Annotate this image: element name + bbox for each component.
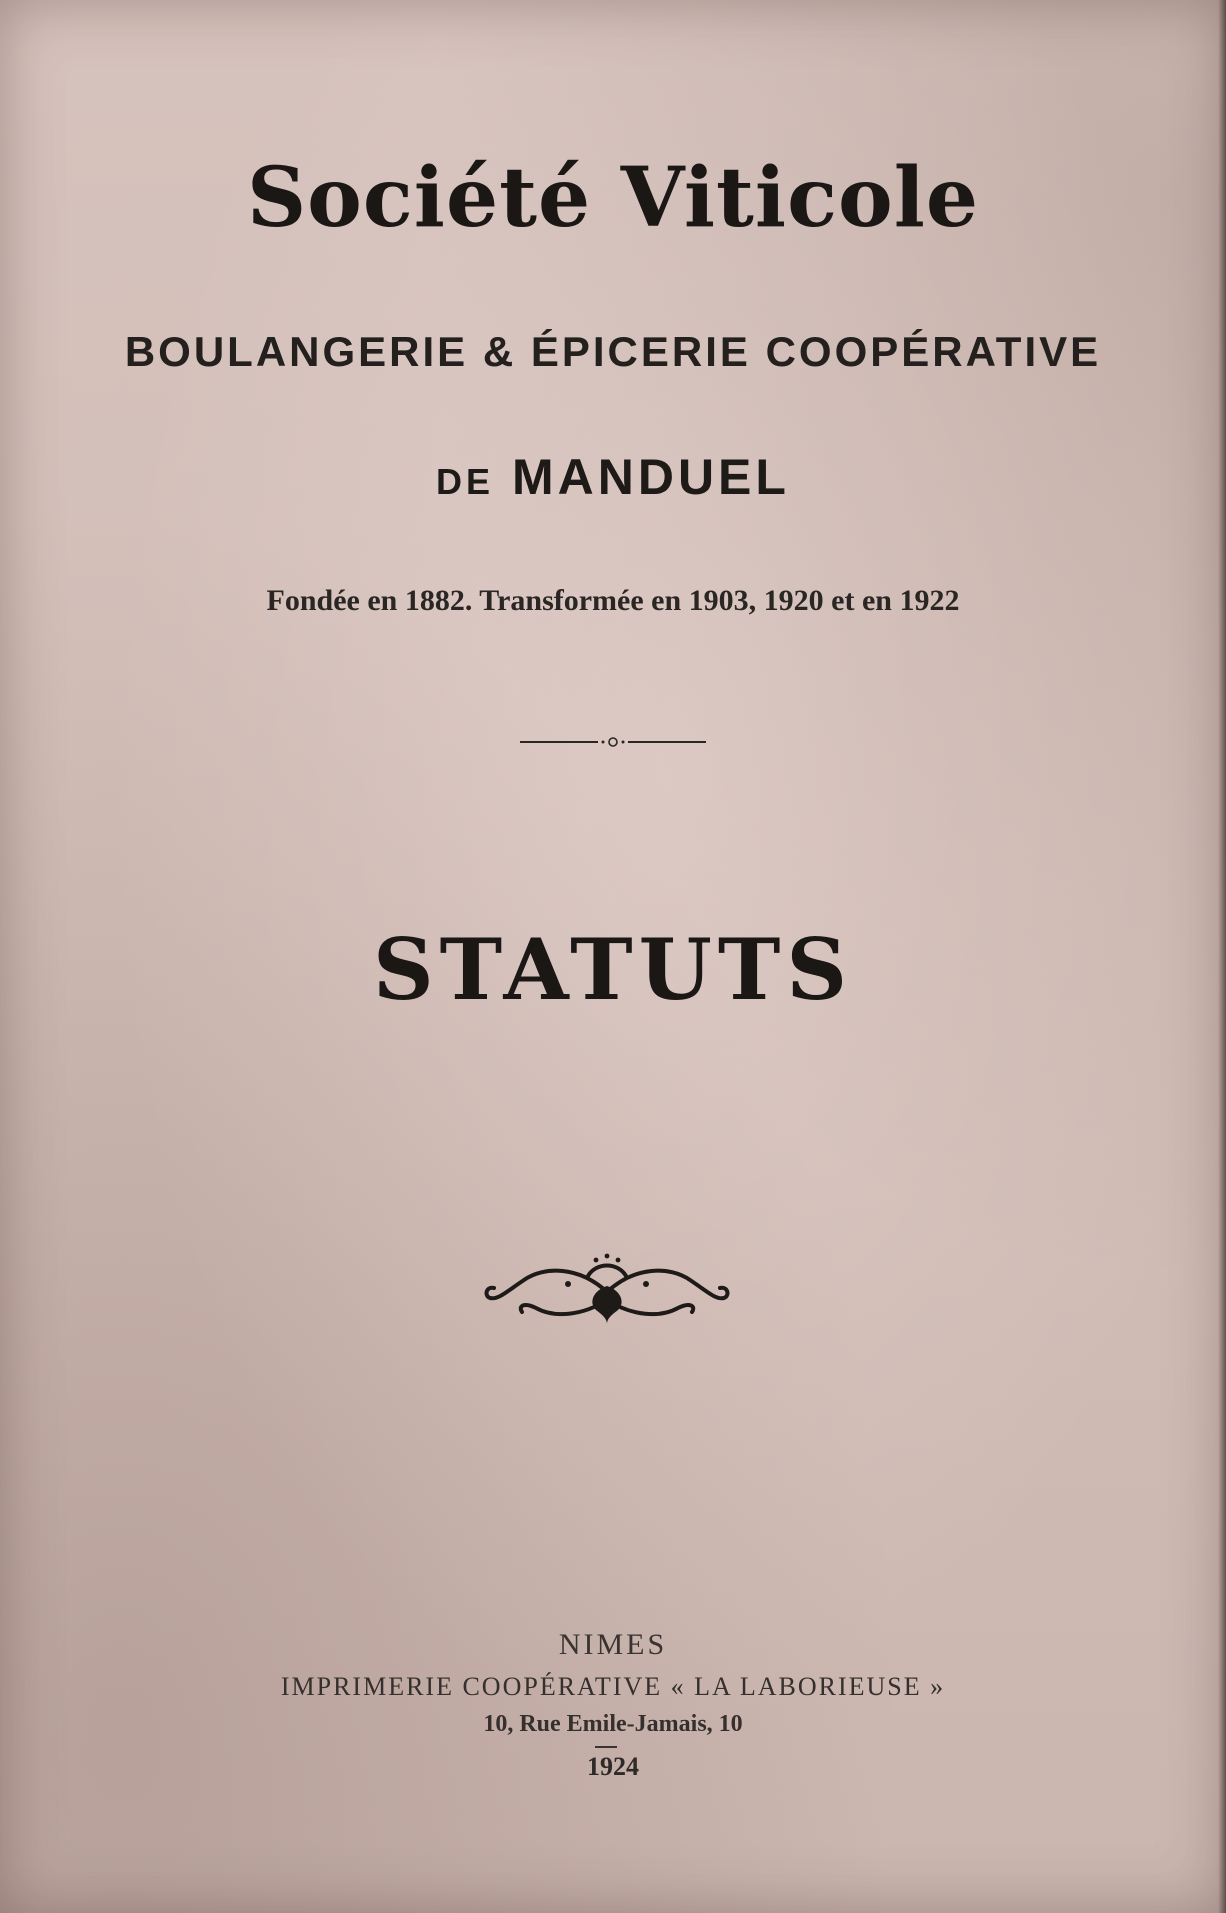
floral-ornament-icon — [484, 1246, 730, 1336]
location-name: MANDUEL — [511, 449, 790, 505]
founding-history: Fondée en 1882. Transformée en 1903, 1920 et en 1922 — [266, 584, 960, 617]
cover-title: Société Viticole — [246, 150, 980, 246]
cover-subtitle: BOULANGERIE & ÉPICERIE COOPÉRATIVE — [124, 328, 1102, 375]
imprint-year: 1924 — [587, 1752, 639, 1781]
location-prefix: DE — [436, 461, 495, 502]
imprint-printer: IMPRIMERIE COOPÉRATIVE « LA LABORIEUSE » — [280, 1672, 946, 1701]
year-rule — [595, 1746, 617, 1748]
main-title: STATUTS — [372, 920, 854, 1019]
imprint-address: 10, Rue Emile-Jamais, 10 — [483, 1711, 743, 1737]
rule-divider-icon — [520, 736, 706, 748]
imprint-city: NIMES — [558, 1628, 668, 1661]
cover-location — [0, 448, 1226, 506]
